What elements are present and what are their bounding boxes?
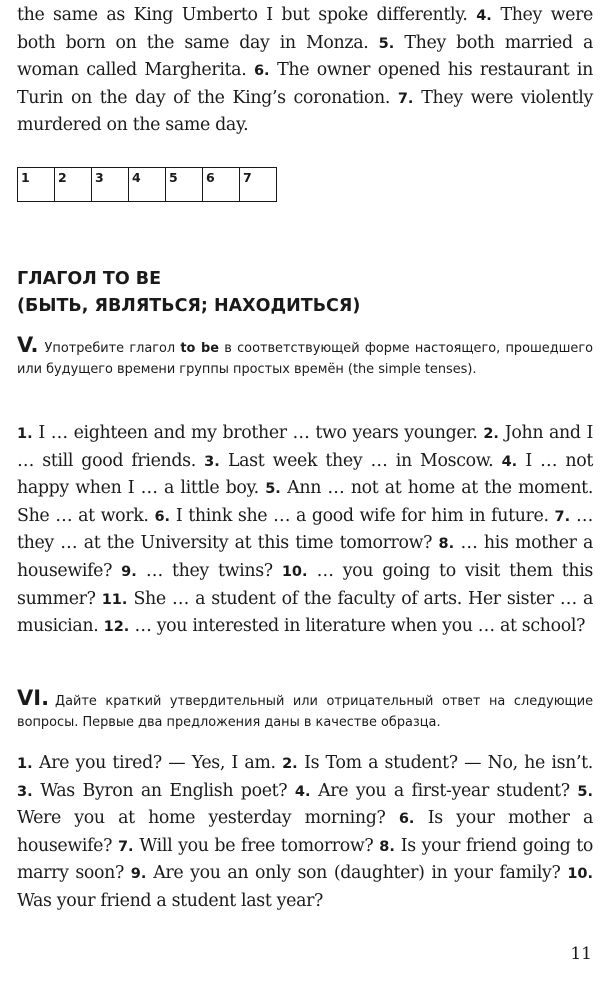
item-text: … you interested in literature when you … at school? — [129, 616, 586, 637]
heading-line-1: ГЛАГОЛ TO BE — [17, 269, 162, 289]
section-heading — [17, 266, 593, 320]
answer-cell-2: 2 — [55, 168, 92, 202]
item-number: 6. — [398, 811, 415, 828]
item-text: Is Tom a student? — No, he isn’t. — [297, 753, 593, 773]
item-number: 12. — [103, 619, 130, 636]
item-text: I … eighteen and my brother … two years younger. — [32, 423, 484, 443]
item-number: 5. — [577, 783, 593, 800]
instruction-v-text-2: в соответствующей форме настоящего, прошедшего или будущего времени группы простых времён (the simple tenses). — [17, 341, 593, 377]
item-text: Will you be free tomorrow? — [133, 835, 380, 856]
item-text: the same as King Umberto I but spoke differently. — [17, 5, 477, 25]
answer-cell-6: 6 — [203, 168, 240, 202]
item-number: 6. — [253, 63, 270, 80]
item-text: Ann … not at home at the moment. She … at work. — [17, 478, 593, 526]
intro-paragraph — [17, 2, 593, 139]
item-number: 10. — [281, 563, 308, 580]
item-number: 7. — [117, 838, 134, 855]
item-text: John and I … still good friends. — [17, 423, 593, 471]
item-number: 1. — [17, 426, 33, 442]
item-number: 1. — [17, 756, 33, 772]
item-text: … his mother a housewife? — [17, 533, 594, 581]
item-number: 2. — [483, 426, 499, 442]
answer-table — [17, 167, 277, 202]
item-text: The owner opened his restaurant in Turin on the day of the King’s coronation. — [17, 60, 593, 108]
exercise-vi-number: VI. — [17, 686, 50, 710]
item-text: Are you a first-year student? — [310, 780, 578, 801]
answer-cell-3: 3 — [92, 168, 129, 202]
instruction-vi-text: Дайте краткий утвердительный или отрицательный ответ на следующие вопросы. Первые два предложения даны в качестве образца. — [17, 694, 593, 730]
item-text: Was Byron an English poet? — [32, 780, 295, 801]
item-text: They both married a woman called Margherita. — [17, 32, 593, 81]
item-text: I think she … a good wife for him in future. — [170, 505, 555, 526]
item-number: 11. — [101, 591, 128, 608]
item-text: Are you an only son (daughter) in your family? — [146, 863, 568, 884]
exercise-v-number: V. — [17, 333, 39, 357]
item-number: 3. — [204, 453, 220, 470]
exercise-vi-body — [17, 750, 593, 915]
item-text: They were both born on the same day in Monza. — [17, 5, 593, 53]
heading-line-2: (БЫТЬ, ЯВЛЯТЬСЯ; НАХОДИТЬСЯ) — [17, 296, 361, 316]
item-text: Is your friend going to marry soon? — [17, 835, 593, 884]
item-text: … they … at the University at this time tomorrow? — [17, 505, 594, 554]
exercise-vi-instruction — [17, 688, 593, 733]
item-number: 2. — [282, 756, 298, 772]
item-number: 9. — [121, 563, 137, 580]
item-text: Was your friend a student last year? — [17, 890, 324, 911]
item-number: 9. — [130, 866, 147, 883]
answer-cell-1: 1 — [18, 168, 55, 202]
item-number: 7. — [554, 508, 571, 525]
answer-cell-7: 7 — [240, 168, 277, 202]
item-text: They were violently murdered on the same day. — [17, 87, 593, 136]
item-number: 7. — [397, 90, 414, 107]
item-text: Are you tired? — Yes, I am. — [32, 753, 283, 773]
item-number: 5. — [378, 35, 395, 52]
item-number: 4. — [476, 8, 492, 24]
item-text: I … not happy when I … a little boy. — [17, 450, 593, 499]
item-text: … you going to visit them this summer? — [17, 560, 594, 609]
answer-cell-5: 5 — [166, 168, 203, 202]
exercise-v-body — [17, 420, 593, 641]
item-number: 6. — [154, 508, 171, 525]
item-text: … they twins? — [136, 560, 282, 581]
instruction-v-bold: to be — [180, 341, 220, 356]
instruction-v-text-1: Употребите глагол — [44, 341, 181, 356]
item-number: 8. — [438, 536, 455, 553]
item-number: 5. — [265, 481, 281, 498]
exercise-v-instruction — [17, 335, 593, 380]
item-number: 10. — [567, 866, 593, 883]
item-text: She … a student of the faculty of arts. Her sister … a musician. — [17, 588, 594, 637]
item-number: 4. — [501, 453, 518, 470]
answer-cell-4: 4 — [129, 168, 166, 202]
item-text: Were you at home yesterday morning? — [17, 808, 399, 829]
page-number: 11 — [570, 944, 592, 964]
item-number: 4. — [294, 783, 311, 800]
item-number: 8. — [379, 838, 395, 855]
item-number: 3. — [17, 783, 33, 800]
item-text: Is your mother a housewife? — [17, 808, 593, 856]
item-text: Last week they … in Moscow. — [219, 450, 502, 471]
